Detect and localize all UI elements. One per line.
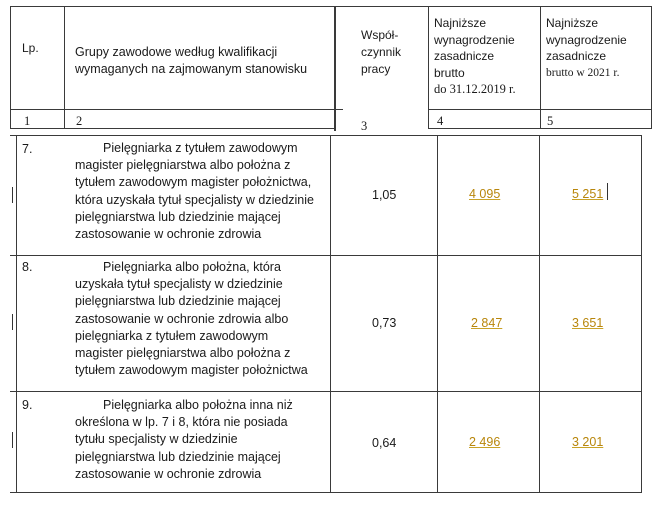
row-wage-2021-link[interactable]: 5 251 [572,187,604,201]
column-border [10,6,11,129]
header-coef-line: czynnik [361,45,402,59]
col-number-4: 4 [437,114,444,128]
header-groups [75,44,307,78]
column-border [651,6,652,129]
row-description-line: tytułu specjalisty w dziedzinie [75,432,238,447]
row-description [75,140,330,243]
row-description-line: magister pielęgniarstwa albo położna z [75,158,291,173]
edit-marker [12,314,13,330]
row-description-line: zastosowanie w ochronie zdrowia [75,466,262,481]
header-wage-2019-line: zasadnicze [434,49,495,63]
header-wage-2019 [434,15,516,98]
number-row-divider [10,128,335,129]
row-divider [10,255,642,256]
column-border [64,6,65,129]
edit-marker [12,432,13,448]
row-wage-2021-link[interactable]: 3 201 [572,435,604,449]
row-description-line: Pielęgniarka albo położna inna niż [103,398,293,412]
row-coefficient: 1,05 [372,188,397,202]
header-coef [361,27,401,78]
header-wage-2019-line: wynagrodzenie [434,32,515,47]
row-coefficient: 0,73 [372,316,397,330]
row-description-line: magister pielęgniarstwa albo położna z [75,346,291,361]
header-divider [10,109,343,110]
row-description-line: zastosowanie w ochronie zdrowia [75,227,262,242]
row-description-line: zastosowanie w ochronie zdrowia albo [75,311,289,326]
col-number-3: 3 [361,119,368,133]
header-wage-2021-line: zasadnicze [546,49,607,63]
column-border [16,135,17,493]
row-divider [10,391,642,392]
column-border [330,135,331,493]
header-wage-2021-line: Najniższe [546,16,599,30]
row-lp: 9. [22,398,33,412]
col-number-5: 5 [547,114,554,128]
column-border [428,6,429,129]
row-lp: 8. [22,260,33,274]
header-wage-2019-line: brutto [434,65,465,80]
header-wage-2021 [546,15,627,81]
row-description-line: określona w lp. 7 i 8, która nie posiada [75,415,288,430]
row-divider [10,492,642,493]
row-description [75,397,330,483]
column-border [334,6,336,131]
edit-marker [12,187,13,203]
header-wage-2021-line: brutto w 2021 r. [546,66,620,79]
row-description-line: pielęgniarka z tytułem zawodowym [75,328,269,343]
header-groups-line: Grupy zawodowe według kwalifikacji [75,45,278,59]
header-wage-2019-line: Najniższe [434,16,487,30]
column-border [437,135,438,493]
row-description [75,259,330,379]
header-coef-line: Współ- [361,28,399,42]
column-border [641,135,642,493]
table-border-top [10,6,652,7]
row-wage-2019-link[interactable]: 2 496 [469,435,501,449]
row-description-line: pielęgniarstwa lub dziedzinie mającej [75,294,281,309]
row-description-line: Pielęgniarka albo położna, która [103,260,281,274]
row-description-line: pielęgniarstwa lub dziedzinie mającej [75,209,281,224]
header-lp: Lp. [22,41,39,55]
header-groups-line: wymaganych na zajmowanym stanowisku [75,62,308,76]
row-description-line: tytułem zawodowym magister położnictwa, [75,175,312,190]
row-description-line: pielęgniarstwa lub dziedzinie mającej [75,449,281,464]
column-border [540,6,541,129]
column-border [539,135,540,493]
row-coefficient: 0,64 [372,436,397,450]
row-lp: 7. [22,142,33,156]
edit-marker [607,183,608,200]
row-description-line: tytułem zawodowym magister położnictwa [75,363,308,378]
col-number-2: 2 [76,114,83,128]
col-number-1: 1 [24,114,31,128]
header-wage-2019-line: do 31.12.2019 r. [434,82,516,96]
row-divider [10,135,642,136]
row-wage-2021-link[interactable]: 3 651 [572,316,604,330]
row-wage-2019-link[interactable]: 2 847 [471,316,503,330]
row-description-line: uzyskała tytuł specjalisty w dziedzinie [75,277,283,292]
row-wage-2019-link[interactable]: 4 095 [469,187,501,201]
row-description-line: która uzyskała tytuł specjalisty w dziedzinie [75,192,314,207]
header-coef-line: pracy [361,62,391,76]
row-description-line: Pielęgniarka z tytułem zawodowym [103,141,298,155]
header-wage-2021-line: wynagrodzenie [546,32,627,47]
